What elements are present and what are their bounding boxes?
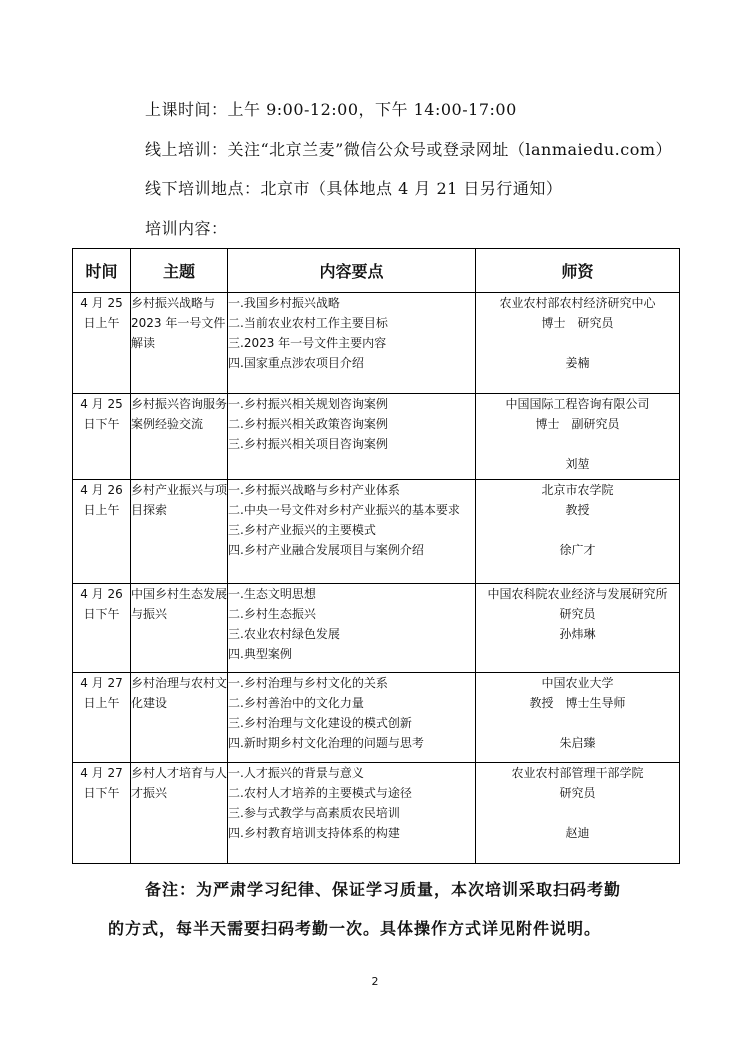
point-item: 一.我国乡村振兴战略 [228,296,340,310]
row-time: 4 月 27 日上午 [73,673,131,763]
row-teacher [476,584,680,673]
teacher-title: 博士 副研究员 [535,417,620,431]
teacher-org: 中国农业大学 [541,676,614,690]
spacer [476,803,679,823]
point-item: 二.乡村振兴相关政策咨询案例 [228,417,388,431]
note-line-2: 的方式，每半天需要扫码考勤一次。具体操作方式详见附件说明。 [108,919,602,938]
point-item: 一.人才振兴的背景与意义 [228,766,364,780]
row-topic: 乡村振兴战略与 2023 年一号文件解读 [131,293,228,394]
spacer [476,520,679,540]
header-content: 内容要点 [228,249,476,293]
table-header-row [73,249,680,293]
teacher-title: 研究员 [559,607,596,621]
row-points [228,480,476,584]
point-item: 四.乡村产业融合发展项目与案例介绍 [228,543,424,557]
point-item: 一.乡村治理与乡村文化的关系 [228,676,388,690]
teacher-title: 教授 [565,503,590,517]
content-label: 培训内容： [145,219,228,238]
schedule-table [72,248,680,864]
point-item: 四.乡村教育培训支持体系的构建 [228,826,400,840]
row-points [228,394,476,480]
point-item: 三.参与式教学与高素质农民培训 [228,806,400,820]
class-time: 上课时间：上午 9:00-12:00，下午 14:00-17:00 [145,100,517,119]
row-topic: 乡村人才培育与人才振兴 [131,763,228,864]
point-item: 二.中央一号文件对乡村产业振兴的基本要求 [228,503,460,517]
point-item: 三.乡村振兴相关项目咨询案例 [228,437,388,451]
page-number: 2 [371,975,379,988]
point-item: 二.乡村善治中的文化力量 [228,696,364,710]
row-topic: 乡村产业振兴与项目探索 [131,480,228,584]
row-points [228,673,476,763]
teacher-name: 赵迪 [565,826,590,840]
teacher-org: 农业农村部管理干部学院 [511,766,644,780]
teacher-title: 教授 博士生导师 [529,696,626,710]
row-time: 4 月 26 日上午 [73,480,131,584]
row-points [228,584,476,673]
point-item: 二.乡村生态振兴 [228,607,316,621]
teacher-org: 农业农村部农村经济研究中心 [499,296,656,310]
table-row [73,394,680,480]
point-item: 三.乡村治理与文化建设的模式创新 [228,716,412,730]
row-points [228,763,476,864]
table-row [73,293,680,394]
teacher-org: 北京市农学院 [541,483,614,497]
offline-location: 线下培训地点：北京市（具体地点 4 月 21 日另行通知） [145,179,563,198]
teacher-org: 中国农科院农业经济与发展研究所 [487,587,668,601]
header-teacher: 师资 [476,249,680,293]
point-item: 一.乡村振兴相关规划咨询案例 [228,397,388,411]
note-line-1: 备注：为严肃学习纪律、保证学习质量，本次培训采取扫码考勤 [145,880,622,899]
table-row [73,480,680,584]
point-item: 一.生态文明思想 [228,587,316,601]
row-topic: 中国乡村生态发展与振兴 [131,584,228,673]
teacher-name: 刘堃 [565,457,590,471]
point-item: 三.农业农村绿色发展 [228,627,340,641]
row-teacher [476,480,680,584]
header-topic: 主题 [131,249,228,293]
row-teacher [476,673,680,763]
row-topic: 乡村振兴咨询服务案例经验交流 [131,394,228,480]
row-points [228,293,476,394]
spacer [476,333,679,353]
point-item: 四.国家重点涉农项目介绍 [228,356,364,370]
point-item: 二.农村人才培养的主要模式与途径 [228,786,412,800]
point-item: 四.新时期乡村文化治理的问题与思考 [228,736,424,750]
teacher-title: 博士 研究员 [541,316,614,330]
row-topic: 乡村治理与农村文化建设 [131,673,228,763]
point-item: 三.2023 年一号文件主要内容 [228,336,387,350]
row-time: 4 月 26 日下午 [73,584,131,673]
point-item: 一.乡村振兴战略与乡村产业体系 [228,483,400,497]
spacer [476,434,679,454]
row-teacher [476,394,680,480]
point-item: 三.乡村产业振兴的主要模式 [228,523,376,537]
table-row [73,584,680,673]
row-teacher [476,763,680,864]
row-time: 4 月 25 日下午 [73,394,131,480]
online-training: 线上培训：关注“北京兰麦”微信公众号或登录网址（lanmaiedu.com） [145,140,673,159]
spacer [476,713,679,733]
row-time: 4 月 27 日下午 [73,763,131,864]
teacher-title: 研究员 [559,786,596,800]
table-row [73,763,680,864]
teacher-name: 姜楠 [565,356,590,370]
teacher-name: 孙炜琳 [559,627,596,641]
row-teacher [476,293,680,394]
point-item: 二.当前农业农村工作主要目标 [228,316,388,330]
header-time: 时间 [73,249,131,293]
teacher-org: 中国国际工程咨询有限公司 [505,397,650,411]
point-item: 四.典型案例 [228,647,292,661]
teacher-name: 朱启臻 [559,736,596,750]
row-time: 4 月 25 日上午 [73,293,131,394]
table-row [73,673,680,763]
teacher-name: 徐广才 [559,543,596,557]
